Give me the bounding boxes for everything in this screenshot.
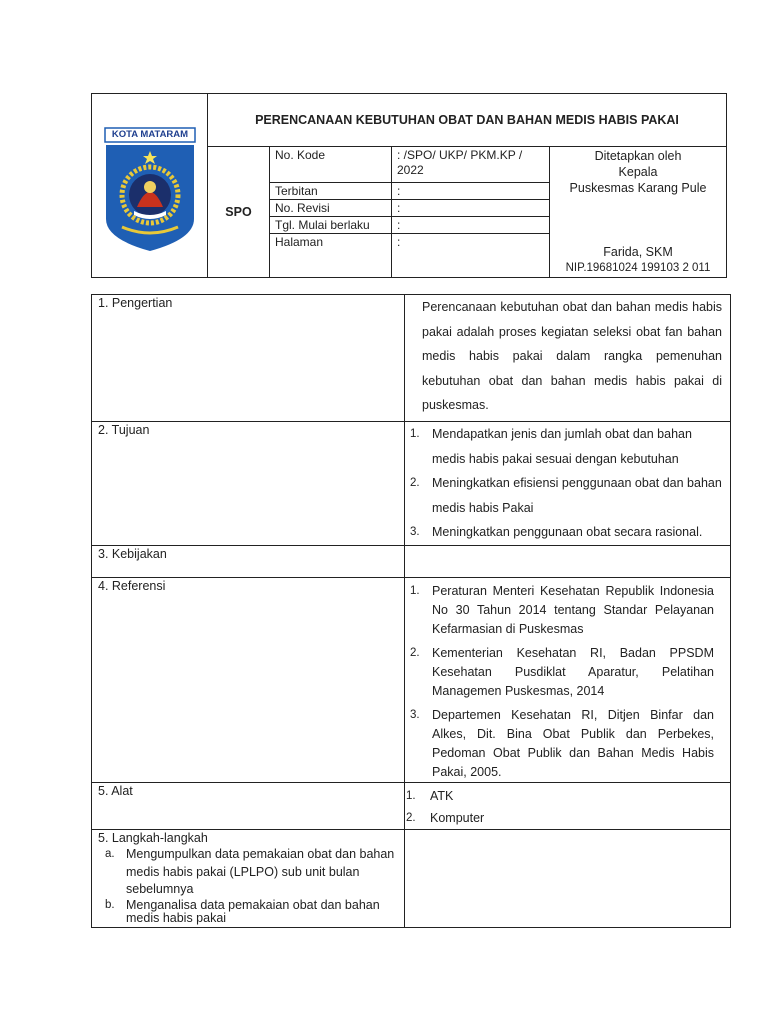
- list-alat: [405, 783, 731, 830]
- list-item: a. Mengumpulkan data pemakaian obat dan bahan medis habis pakai (LPLPO) sub unit bulan sebelumnya: [105, 847, 395, 896]
- row-langkah: [92, 830, 731, 928]
- field-label-halaman: Halaman: [270, 234, 392, 278]
- signature-line3: Puskesmas Karang Pule: [569, 181, 707, 195]
- logo-text: KOTA MATARAM: [111, 129, 189, 140]
- header-table: [91, 93, 727, 278]
- document-title: PERENCANAAN KEBUTUHAN OBAT DAN BAHAN MEDIS HABIS PAKAI: [208, 94, 727, 147]
- row-kebijakan: [92, 546, 731, 578]
- text-kebijakan: [405, 546, 731, 578]
- field-value-kode: : /SPO/ UKP/ PKM.KP / 2022: [392, 147, 550, 183]
- field-value-revisi: :: [392, 200, 550, 217]
- label-tujuan: 2. Tujuan: [92, 422, 405, 546]
- spo-label: SPO: [208, 147, 270, 278]
- signature-line2: Kepala: [618, 165, 658, 179]
- text-langkah-right: [405, 830, 731, 928]
- list-item: 1. ATK: [406, 789, 454, 803]
- field-value-terbitan: :: [392, 183, 550, 200]
- label-referensi: 4. Referensi: [92, 578, 405, 783]
- row-tujuan: [92, 422, 731, 546]
- list-item: 3. Meningkatkan penggunaan obat secara rasional.: [410, 525, 703, 539]
- row-pengertian: [92, 295, 731, 422]
- field-label-revisi: No. Revisi: [270, 200, 392, 217]
- field-value-halaman: :: [392, 234, 550, 278]
- label-pengertian: 1. Pengertian: [92, 295, 405, 422]
- field-value-tgl: :: [392, 217, 550, 234]
- signature-block: [550, 147, 727, 278]
- list-item: 3. Departemen Kesehatan RI, Ditjen Binfar dan Alkes, Dit. Bina Obat Publik dan Perbekes, Pedoman Obat Publik dan Bahan Medis Habis Pakai, 2005.: [410, 708, 714, 779]
- list-item: 1. Peraturan Menteri Kesehatan Republik Indonesia No 30 Tahun 2014 tentang Standar Pelayanan Kefarmasian di Puskesmas: [410, 584, 714, 636]
- list-referensi: [405, 578, 731, 783]
- row-alat: [92, 783, 731, 830]
- signature-name: Farida, SKM: [603, 245, 673, 259]
- label-langkah: 5. Langkah-langkah: [98, 831, 208, 845]
- signature-nip: NIP.19681024 199103 2 011: [565, 262, 711, 274]
- row-referensi: [92, 578, 731, 783]
- kota-mataram-logo: [104, 127, 196, 253]
- signature-line1: Ditetapkan oleh: [594, 149, 682, 163]
- list-item: 2. Kementerian Kesehatan RI, Badan PPSDM Kesehatan Pusdiklat Aparatur, Pelatihan Managemen Puskesmas, 2014: [410, 646, 714, 698]
- field-label-tgl: Tgl. Mulai berlaku: [270, 217, 392, 234]
- list-item: 1. Mendapatkan jenis dan jumlah obat dan bahan medis habis pakai sesuai dengan kebutuhan: [410, 427, 692, 466]
- list-item: 2. Komputer: [406, 811, 485, 825]
- list-tujuan: [405, 422, 731, 546]
- list-item: 2. Meningkatkan efisiensi penggunaan obat dan bahan medis habis Pakai: [410, 476, 722, 515]
- list-item: b. Menganalisa data pemakaian obat dan bahan medis habis pakai: [105, 897, 380, 925]
- list-langkah: [92, 830, 405, 928]
- procedure-table: [91, 294, 731, 928]
- field-label-terbitan: Terbitan: [270, 183, 392, 200]
- logo-cell: [92, 94, 208, 278]
- field-label-kode: No. Kode: [270, 147, 392, 183]
- text-pengertian: Perencanaan kebutuhan obat dan bahan medis habis pakai adalah proses kegiatan seleksi obat fan bahan medis habis pakai dalam rangka pemenuhan kebutuhan obat dan bahan medis habis pakai di puskesmas.: [405, 295, 731, 422]
- kota-mataram-emblem-icon: [104, 127, 196, 253]
- label-alat: 5. Alat: [92, 783, 405, 830]
- label-kebijakan: 3. Kebijakan: [92, 546, 405, 578]
